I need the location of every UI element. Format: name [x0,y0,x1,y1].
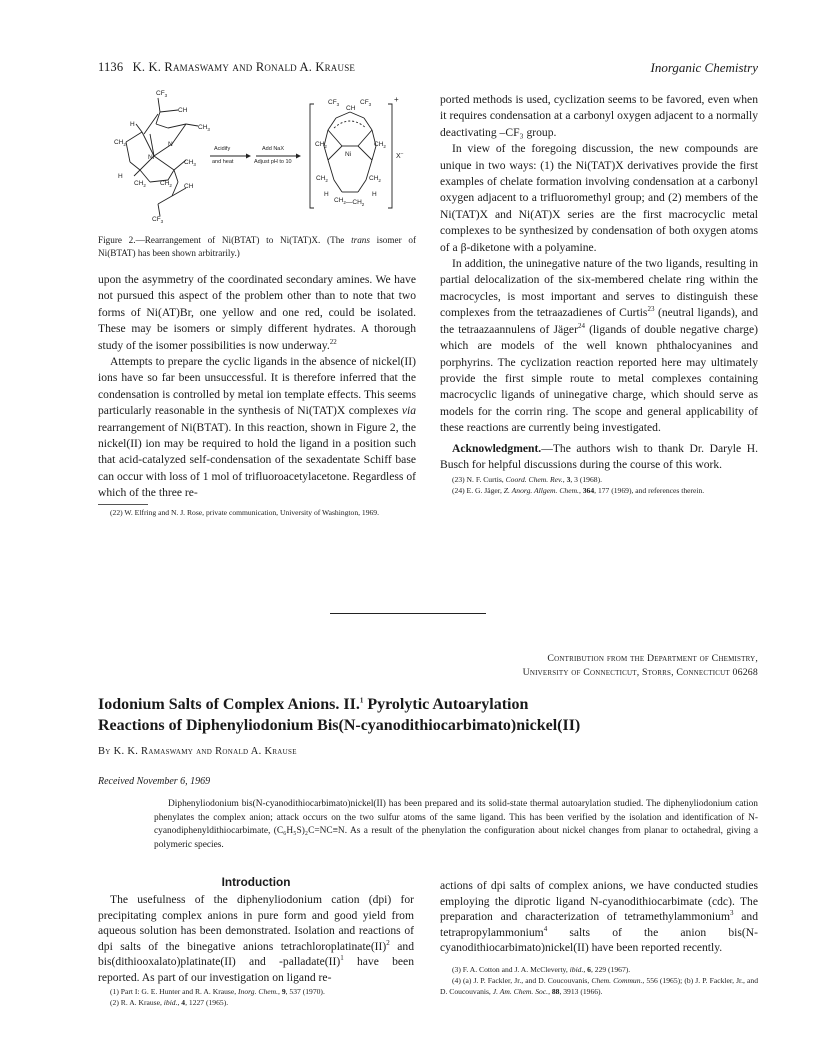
svg-text:Ni: Ni [148,154,155,161]
left-paragraph-1: upon the asymmetry of the coordinated secondary amines. We have not pursued this aspect of the problem other than to note that two forms of Ni(AT)Br, one yellow and one red, could be isolated. These may be isomers or simply different hydrates. A thorough study of the isomer possibilities is now underway.$^{22}$ [98,273,416,352]
svg-text:CH2: $CH_2$ [160,180,172,188]
arrow1-top-label: Acidify [214,146,231,152]
right-paragraph-1: ported methods is used, cyclization seems to be favored, even when it requires condensation at a carbonyl oxygen adjacent to a normally deactivating –CF₃ group. [440,93,758,139]
footnote-2: (2) R. A. Krause, ibid., 4, 1227 (1965). [110,998,229,1007]
reaction-arrows [210,146,301,165]
acknowledgment-heading: Acknowledgment. [452,441,542,455]
caption-italic: trans [351,235,370,245]
left-paragraph-2: Attempts to prepare the cyclic ligands in the absence of nickel(II) ions have so far been unsuccessful. It is therefore inferred that the condensation is controlled by metal ion template effects. This seems particularly reasonable in the synthesis of Ni(TAT)X complexes via rearrangement of Ni(BTAT). In this reaction, shown in Figure 2, the nickel(II) ion may be required to hold the ligand in a position such that acid-catalyzed self-condensation of the sexadentate Schiff base can occur with loss of 1 mol of trifluoroacetylacetone. Regardless of which of the three re- [98,355,416,500]
svg-text:CF3: $CF_3$ [156,90,168,98]
svg-text:H: H [324,191,329,198]
svg-text:H: H [130,121,135,128]
ni-btat-labels [114,90,210,224]
svg-text:CH3: $CH_3$ [184,159,196,167]
intro-left-paragraph: The usefulness of the diphenyliodonium cation (dpi) for precipitating complex anions in pure form and good yield from aqueous solution has been demonstrated. Isolation and reactions of dpi salts of the binegative anions tetrachloroplatinate(II)$^2$ and bis(dithiooxalato)platinate(II) and -palladate(II)$^1$ have been reported. As part of our investigation on ligand re- [98,893,414,984]
svg-text:CH2: $CH_2$ [374,141,386,149]
svg-text:CF3: $CF_3$ [152,216,164,224]
footnote-24: (24) E. G. Jäger, Z. Anorg. Allgem. Chem., 364, 177 (1969), and references therein. [452,486,705,496]
svg-text:H: H [372,191,377,198]
right-column [440,92,758,496]
rearrangement-scheme-drawing [98,84,428,230]
caption-lead: Figure 2.—Rearrangement of Ni(BTAT) to Ni(TAT)X. [98,235,321,245]
cation-charge: + [394,95,399,104]
acknowledgment: Acknowledgment.—The authors wish to thank Dr. Daryle H. Busch for helpful discussions during the course of this work. [440,441,758,471]
svg-text:CH2: $CH_2$ [114,139,126,147]
contribution-affiliation [523,652,758,680]
article-byline: By K. K. Ramaswamy and Ronald A. Krause [98,746,297,757]
footnote-1: (1) Part I: G. E. Hunter and R. A. Krause, Inorg. Chem., 9, 537 (1970). [110,987,325,996]
intro-left-column [98,892,414,1008]
ni-btat-structure [126,98,198,216]
svg-text:CH: CH [178,107,188,114]
svg-text:Ni: Ni [345,151,352,158]
journal-name: Inorganic Chemistry [650,60,758,75]
article-title-line-2: Reactions of Diphenyliodonium Bis(N-cyanodithiocarbimato)nickel(II) [98,717,581,734]
arrow2-top-label: Add NaX [262,146,285,152]
article-title [98,694,758,736]
svg-text:CH2: $CH_2$ [315,141,327,149]
svg-text:N: N [168,141,173,148]
right-paragraph-2: In view of the foregoing discussion, the new compounds are unique in two ways: (1) the Ni(TAT)X derivatives provide the first examples of chelate formation involving condensation at a carbonyl oxygen adjacent to a trifluoromethyl group; and (2) members of the Ni(TAT)X and Ni(AT)X series are the first macrocyclic metal complexes to be synthesized by condensation of both oxygen atoms of a β-diketone with a polyamine. [440,142,758,254]
footnote-4: (4) (a) J. P. Fackler, Jr., and D. Coucouvanis, Chem. Commun., 556 (1965); (b) J. P. Fackler, Jr., and D. Coucouvanis, J. Am. Chem. Soc., 88, 3913 (1966). [440,975,758,996]
caption-paren-open: (The [327,235,352,245]
svg-text:CH: CH [346,105,356,112]
footnote-23: (23) N. F. Curtis, Coord. Chem. Rev., 3, 3 (1968). [452,475,602,485]
figure-2-caption [98,234,416,260]
article-separator [330,613,486,614]
arrow1-bottom-label: and heat [212,159,234,165]
article-title-line-1: Iodonium Salts of Complex Anions. II.$^1$ Pyrolytic Autoarylation [98,696,529,713]
left-column [98,272,416,518]
svg-text:CH2: $CH_2$ [134,180,146,188]
figure-2 [98,84,428,230]
svg-text:CH: CH [184,183,194,190]
caption-rest: isomer of Ni(BTAT) has been shown arbitrarily.) [98,235,417,258]
abstract: Diphenyliodonium bis(N-cyanodithiocarbimato)nickel(II) has been prepared and its solid-state thermal autoarylation studied. The diphenyliodonium cation phenylates the complex anion; attack occurs on the two sulfur atoms of the same ligand. This has been verified by the isolation and identification of N-cyanodiphenyldithiocarbimate, (C₆H₅S)₂C=NC≡N. As a result of the phenylation the configuration about nickel changes from planar to octahedral, giving a polymeric species. [154,799,758,850]
received-date: Received November 6, 1969 [98,776,211,787]
svg-text:CF3: $CF_3$ [328,99,340,107]
author-1: K. K. Ramaswamy [113,746,194,757]
introduction-heading: Introduction [221,875,291,889]
contribution-line-2: University of Connecticut, Storrs, Connecticut 06268 [522,667,758,678]
svg-text:CH2—CH2: $CH_2—CH_2$ [334,197,365,207]
footnote-3: (3) F. A. Cotton and J. A. McCleverty, ibid., 6, 229 (1967). [452,964,631,974]
arrow2-bottom-label: Adjust pH to 10 [254,159,292,165]
page-number: 1136 [98,60,124,74]
footnote-divider [98,504,148,505]
svg-text:CH2: $CH_2$ [316,175,328,183]
anion-label: X− [396,151,404,160]
svg-text:H: H [118,173,123,180]
footnote-22: (22) W. Elfring and N. J. Rose, private communication, University of Washington, 1969. [110,507,379,517]
svg-text:CF3: $CF_3$ [360,99,372,107]
svg-text:CH2: $CH_2$ [369,175,381,183]
intro-right-column [440,878,758,997]
author-2: Ronald A. Krause [215,746,297,757]
intro-right-paragraph: actions of dpi salts of complex anions, we have conducted studies employing the diprotic ligand N-cyanodithiocarbimate (cdc). The preparation and characterization of tetramethylammonium$^3$ and tetrapropylammonium$^4$ salts of the anion bis(N-cyanodithiocarbimato)nickel(II) have been reported recently. [440,879,758,954]
running-header-authors: K. K. Ramaswamy and Ronald A. Krause [132,60,356,74]
right-paragraph-3: In addition, the uninegative nature of the two ligands, resulting in partial delocalization of the six-membered chelate ring within the macrocycles, is most important and serves to distinguish these complexes from the tetraazadienes of Curtis$^{23}$ (neutral ligands), and the tetraazaannulens of Jäger$^{24}$ (ligands of double negative charge) which are models of the well known phthalocyanines and porphyrins. The cyclization reaction reported here may ultimately provide the first simple route to metal complexes containing macrocyclic ligands of uninegative charge, which should serve as models for the corrin ring. The scope and general applicability of these reactions are currently being investigated. [440,257,758,435]
svg-text:CH3: $CH_3$ [198,124,210,132]
contribution-line-1: Contribution from the Department of Chemistry, [547,653,758,664]
running-header-left [98,60,355,75]
